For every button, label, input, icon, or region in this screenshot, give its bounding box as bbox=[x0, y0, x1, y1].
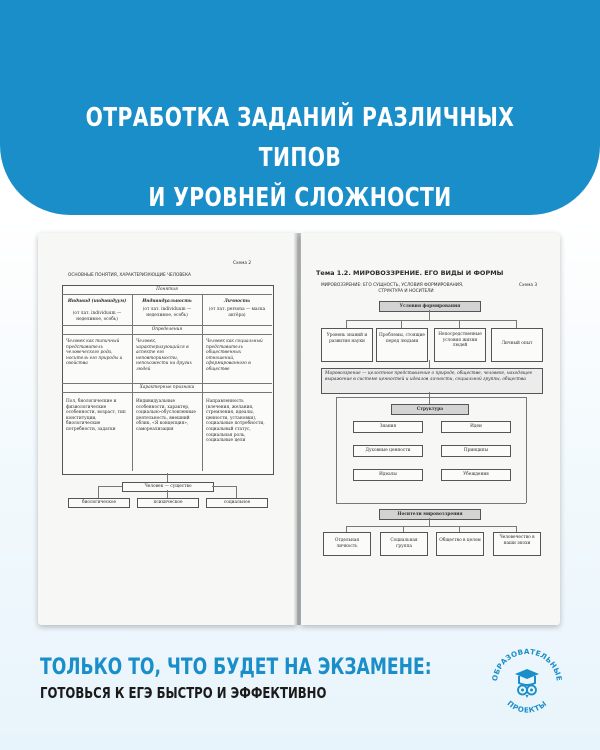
condition-label: Личный опыт bbox=[501, 341, 533, 346]
logo-text-bottom: ПРОЕКТЫ bbox=[505, 698, 549, 715]
structure-item bbox=[441, 421, 511, 433]
table-divider bbox=[62, 325, 272, 326]
structure-item-label: Идеалы bbox=[379, 472, 397, 477]
structure-item-label: Знания bbox=[379, 424, 397, 429]
logo-text-top: ОБРАЗОВАТЕЛЬНЫЕ bbox=[490, 646, 564, 682]
column-origin: (от лат. persona — маска актёра) bbox=[208, 307, 266, 318]
bottom-item-label: психическое bbox=[153, 500, 183, 505]
bottom-title: ТОЛЬКО ТО, ЧТО БУДЕТ НА ЭКЗАМЕНЕ: bbox=[40, 655, 432, 680]
structure-item bbox=[441, 469, 511, 481]
condition-box bbox=[434, 328, 486, 362]
carrier-label: Человечество в наши эпохи bbox=[499, 535, 535, 546]
condition-label: Проблемы, стоящие перед людьми bbox=[379, 333, 425, 344]
connector bbox=[429, 360, 430, 368]
connector bbox=[98, 486, 122, 487]
structure-item-label: Идеи bbox=[470, 424, 482, 429]
publisher-logo bbox=[488, 640, 566, 728]
structure-item-label: Духовные ценности bbox=[365, 448, 411, 453]
structure-item bbox=[353, 421, 423, 433]
connector bbox=[167, 473, 168, 482]
structure-title-box bbox=[391, 404, 469, 415]
structure-item bbox=[353, 445, 423, 457]
carrier-box bbox=[323, 532, 371, 556]
definition-box bbox=[321, 368, 543, 394]
column-origin: (от лат. individuum — неделимое, особь) bbox=[142, 307, 192, 318]
column-head: Личность bbox=[224, 299, 250, 304]
connector bbox=[336, 503, 526, 504]
connector bbox=[346, 320, 347, 328]
column-definition: Человек, характеризующийся в аспекте его неповторимости, непохожести на других людей bbox=[136, 339, 192, 372]
table-divider bbox=[62, 334, 272, 335]
bottom-item bbox=[137, 498, 199, 508]
section-definitions: Определения bbox=[151, 327, 183, 332]
connector bbox=[429, 392, 430, 404]
section-traits: Характерные признаки bbox=[139, 385, 195, 390]
headline bbox=[66, 98, 534, 218]
column-definition: Человек как типичный представитель человеческого рода, носитель его природы и свойства bbox=[66, 339, 123, 367]
structure-title: Структура bbox=[416, 406, 444, 412]
structure-item bbox=[441, 445, 511, 457]
bottom-item-label: биологическое bbox=[81, 500, 117, 505]
left-page bbox=[38, 233, 297, 625]
column-head: Индивидуальность bbox=[142, 299, 192, 304]
bottom-item bbox=[68, 498, 130, 508]
subtitle-line-2: СТРУКТУРА И НОСИТЕЛИ bbox=[378, 289, 434, 294]
condition-box bbox=[321, 328, 373, 362]
bottom-subtitle: ГОТОВЬСЯ К ЕГЭ БЫСТРО И ЭФФЕКТИВНО bbox=[40, 684, 327, 702]
subtitle-line-1: МИРОВОЗЗРЕНИЕ: ЕГО СУЩНОСТЬ, УСЛОВИЯ ФОРМИРОВАНИЯ, bbox=[321, 283, 464, 288]
owl-icon bbox=[515, 669, 539, 698]
connector bbox=[212, 486, 236, 487]
scheme-label: Схема 3 bbox=[519, 283, 538, 288]
carrier-box bbox=[493, 532, 541, 556]
human-essence-box bbox=[122, 482, 214, 492]
condition-box bbox=[491, 328, 543, 362]
table-divider bbox=[62, 392, 272, 393]
structure-item-label: Убеждения bbox=[463, 472, 489, 477]
connector bbox=[167, 490, 168, 498]
definition-text: Мировоззрение — целостное представление о природе, обществе, человеке, находящее выражение в системе ценностей и идеалов личности, социальной группы, общества bbox=[325, 371, 533, 382]
connector bbox=[526, 397, 527, 503]
carriers-title-box bbox=[379, 509, 481, 520]
section-concepts: Понятия bbox=[156, 287, 178, 292]
connector bbox=[401, 320, 402, 328]
headline-line-1: ОТРАБОТКА ЗАДАНИЙ РАЗЛИЧНЫХ ТИПОВ bbox=[85, 103, 515, 173]
topic-title: Тема 1.2. МИРОВОЗЗРЕНИЕ. ЕГО ВИДЫ И ФОРМЫ bbox=[316, 269, 504, 277]
connector bbox=[346, 320, 516, 321]
carrier-label: Отдельная личность bbox=[334, 538, 360, 549]
carrier-box bbox=[380, 532, 428, 556]
carriers-title: Носители мировоззрения bbox=[397, 511, 463, 517]
connector bbox=[429, 310, 430, 320]
connector bbox=[336, 397, 337, 503]
scheme-label: Схема 2 bbox=[233, 261, 252, 266]
connector bbox=[429, 518, 430, 526]
table-divider bbox=[62, 294, 272, 295]
bottom-item bbox=[206, 498, 268, 508]
open-book-image bbox=[38, 225, 560, 635]
carrier-label: Общество в целом bbox=[439, 538, 481, 543]
headline-line-2: И УРОВНЕЙ СЛОЖНОСТИ bbox=[148, 183, 452, 213]
bottom-item-label: социальное bbox=[223, 500, 251, 505]
column-origin: (от лат. individuum — неделимое, особь) bbox=[72, 311, 122, 322]
conditions-title: Условия формирования bbox=[399, 303, 461, 309]
conditions-title-box bbox=[379, 301, 481, 312]
connector bbox=[346, 526, 516, 527]
column-traits: Индивидуальные особенности, характер, социально-обусловленные деятельность, внешний облик, «Я концепция», самореализация bbox=[136, 399, 196, 432]
condition-box bbox=[376, 328, 428, 362]
human-essence-label: Человек — существо bbox=[144, 484, 192, 489]
table-divider bbox=[62, 383, 272, 384]
carrier-label: Социальная группа bbox=[390, 538, 418, 549]
condition-label: Непосредственные условия жизни людей bbox=[438, 332, 482, 349]
connector bbox=[459, 320, 460, 328]
connector bbox=[336, 397, 526, 398]
connector bbox=[516, 320, 517, 328]
column-definition: Человек как социальный представитель общественных отношений, сформированного в обществе bbox=[206, 339, 263, 372]
structure-item-label: Принципы bbox=[463, 448, 489, 453]
connector bbox=[236, 486, 237, 498]
column-head: Индивид (индивидуум) bbox=[67, 299, 127, 304]
page-title: ОСНОВНЫЕ ПОНЯТИЯ, ХАРАКТЕРИЗУЮЩИЕ ЧЕЛОВЕКА bbox=[68, 273, 191, 278]
carrier-box bbox=[436, 532, 484, 556]
column-traits: Направленность (влечения, желания, стремления, идеалы, ценности, установки), социальные потребности, социальный статус, социальная роль, социальные цели bbox=[206, 399, 265, 444]
condition-label: Уровень знаний и развития науки bbox=[326, 333, 368, 344]
structure-item bbox=[353, 469, 423, 481]
column-traits: Пол, биологические и физиологические особенности, возраст, тип конституции, биологические потребности, задатки bbox=[66, 399, 126, 432]
connector bbox=[98, 486, 99, 498]
right-page bbox=[301, 233, 560, 625]
